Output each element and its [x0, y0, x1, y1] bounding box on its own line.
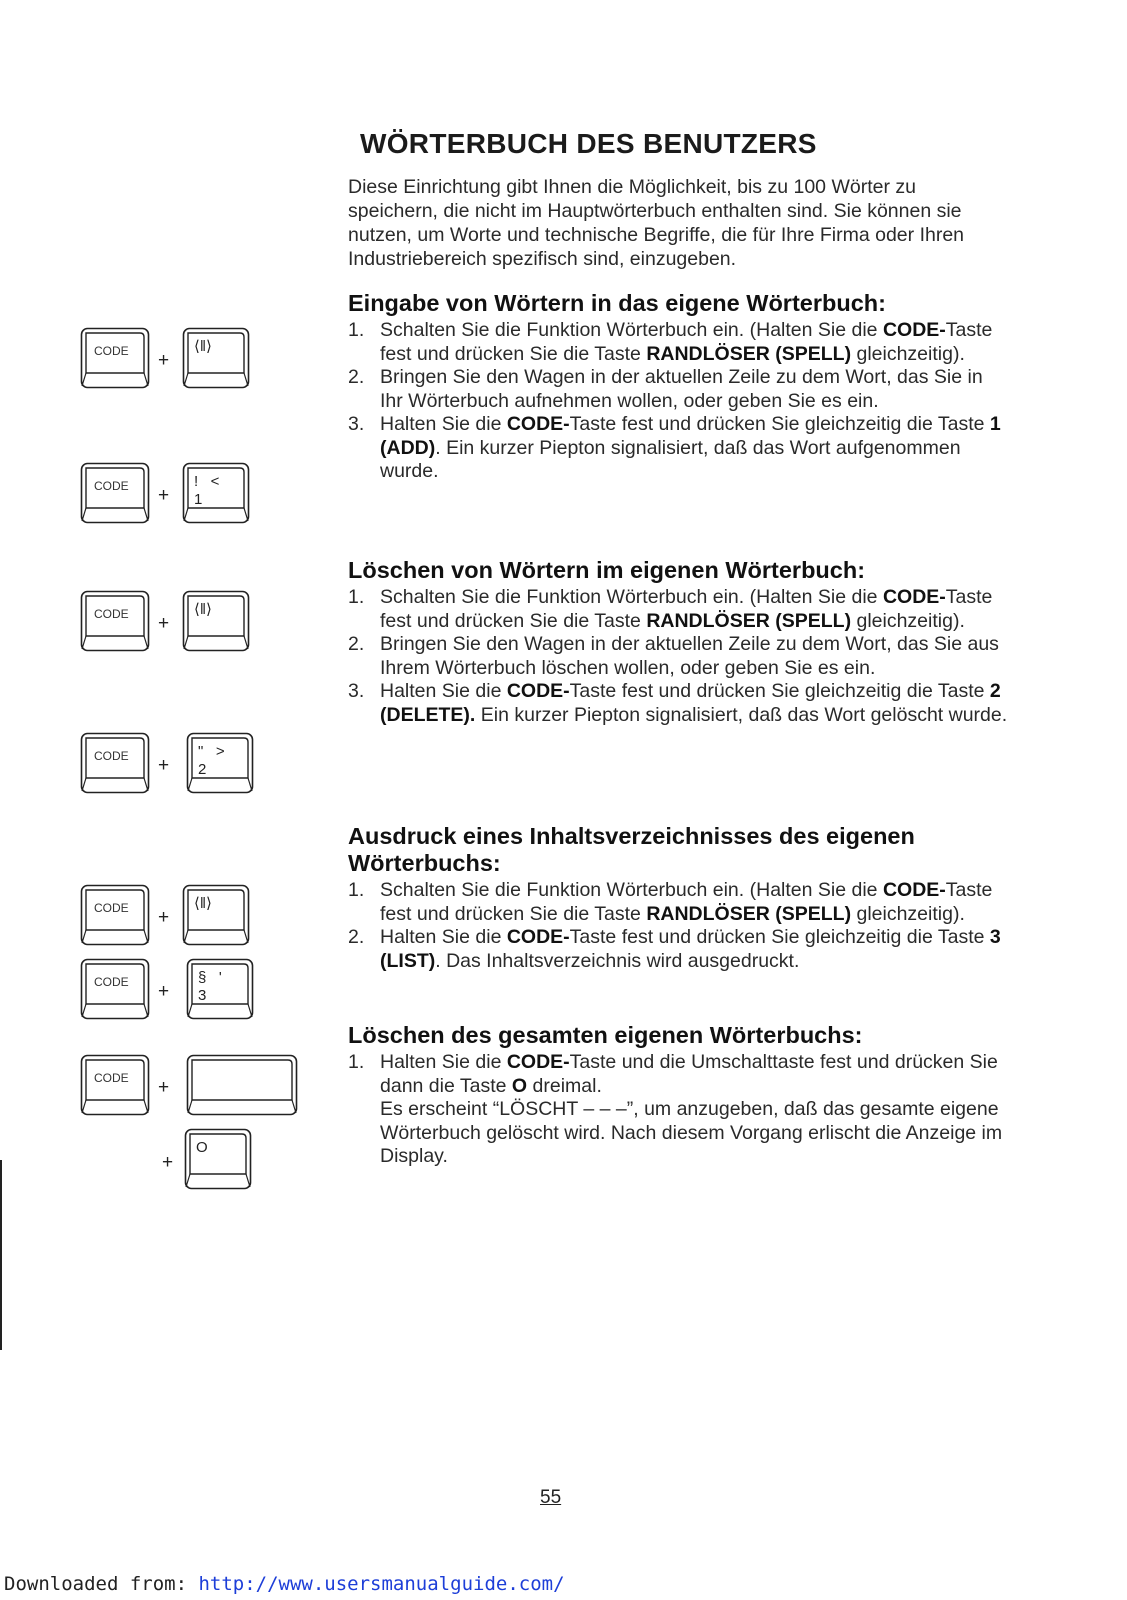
plus-sign: +: [158, 1077, 170, 1098]
svg-text:CODE: CODE: [94, 344, 129, 358]
svg-text:⟨‖⟩: ⟨‖⟩: [194, 338, 212, 355]
svg-text:1: 1: [194, 491, 203, 508]
plus-sign: +: [158, 613, 170, 634]
svg-text:3: 3: [198, 987, 207, 1004]
key-3-icon: [186, 958, 254, 1020]
margin-mark: [0, 1160, 2, 1350]
section-heading: Löschen des gesamten eigenen Wörterbuchs:: [348, 1022, 863, 1048]
code-key-icon: [80, 884, 150, 946]
shift-key-icon: [186, 1054, 298, 1116]
svg-text:⟨‖⟩: ⟨‖⟩: [194, 895, 212, 912]
plus-sign: +: [162, 1152, 174, 1173]
svg-text:CODE: CODE: [94, 749, 129, 763]
plus-sign: +: [158, 485, 170, 506]
svg-text:! <: ! <: [194, 473, 220, 490]
margin-release-key-icon: [182, 327, 250, 389]
list-item: 1. Schalten Sie die Funktion Wörterbuch ein. (Halten Sie die CODE-Taste fest und drücken Sie die Taste RANDLÖSER (SPELL) gleichzeitig).: [348, 319, 993, 365]
footer-download-note: Downloaded from: http://www.usersmanualguide.com/: [4, 1573, 565, 1595]
list-item: 2. Halten Sie die CODE-Taste fest und drücken Sie gleichzeitig die Taste 3 (LIST). Das Inhaltsverzeichnis wird ausgedruckt.: [348, 926, 1001, 972]
list-item: 2. Bringen Sie den Wagen in der aktuellen Zeile zu dem Wort, das Sie in Ihr Wörterbuch aufnehmen wollen, oder geben Sie es ein.: [348, 366, 983, 412]
list-item: 1. Schalten Sie die Funktion Wörterbuch ein. (Halten Sie die CODE-Taste fest und drücken Sie die Taste RANDLÖSER (SPELL) gleichzeitig).: [348, 586, 993, 632]
step-list: [348, 319, 1008, 484]
margin-release-key-icon: [182, 590, 250, 652]
section-add-words: [348, 290, 1008, 484]
step-list: [348, 1051, 1008, 1169]
code-key-icon: [80, 590, 150, 652]
code-key-icon: [80, 327, 150, 389]
section-delete-words: [348, 557, 1008, 727]
list-item: 1. Schalten Sie die Funktion Wörterbuch ein. (Halten Sie die CODE-Taste fest und drücken Sie die Taste RANDLÖSER (SPELL) gleichzeitig).: [348, 879, 993, 925]
svg-text:" >: " >: [198, 743, 225, 760]
list-item: 1. Halten Sie die CODE-Taste und die Umschalttaste fest und drücken Sie dann die Taste O dreimal. Es erscheint “LÖSCHT – – –”, um anzugeben, daß das gesamte eigene Wörterbuch gelöscht wird. Nach diesem Vorgang erlischt die Anzeige im Display.: [348, 1051, 1003, 1167]
step-list: [348, 586, 1008, 727]
svg-text:CODE: CODE: [94, 975, 129, 989]
svg-text:CODE: CODE: [94, 1071, 129, 1085]
svg-text:CODE: CODE: [94, 479, 129, 493]
plus-sign: +: [158, 907, 170, 928]
margin-release-key-icon: [182, 884, 250, 946]
key-2-icon: [186, 732, 254, 794]
footer-link[interactable]: http://www.usersmanualguide.com/: [198, 1573, 565, 1595]
section-heading: Löschen von Wörtern im eigenen Wörterbuch:: [348, 557, 866, 583]
key-1-icon: [182, 462, 250, 524]
code-key-icon: [80, 462, 150, 524]
page-number: 55: [540, 1487, 562, 1508]
svg-text:2: 2: [198, 761, 207, 778]
list-item: 2. Bringen Sie den Wagen in der aktuellen Zeile zu dem Wort, das Sie aus Ihrem Wörterbuch löschen wollen, oder geben Sie es ein.: [348, 633, 999, 679]
svg-text:§ ': § ': [198, 969, 222, 986]
code-key-icon: [80, 958, 150, 1020]
plus-sign: +: [158, 350, 170, 371]
svg-text:CODE: CODE: [94, 607, 129, 621]
svg-text:CODE: CODE: [94, 901, 129, 915]
intro-paragraph: Diese Einrichtung gibt Ihnen die Möglichkeit, bis zu 100 Wörter zu speichern, die nicht im Hauptwörterbuch enthalten sind. Sie können sie nutzen, um Worte und technische Begriffe, die für Ihre Firma oder Ihren Industriebereich spezifisch sind, einzugeben.: [348, 176, 965, 270]
plus-sign: +: [158, 755, 170, 776]
svg-text:⟨‖⟩: ⟨‖⟩: [194, 601, 212, 618]
code-key-icon: [80, 1054, 150, 1116]
page-title: WÖRTERBUCH DES BENUTZERS: [360, 128, 817, 159]
section-heading: Ausdruck eines Inhaltsverzeichnisses des eigenen Wörterbuchs:: [348, 823, 915, 876]
list-item: 3. Halten Sie die CODE-Taste fest und drücken Sie gleichzeitig die Taste 2 (DELETE). Ein kurzer Piepton signalisiert, daß das Wort gelöscht wurde.: [348, 680, 1008, 726]
list-item: 3. Halten Sie die CODE-Taste fest und drücken Sie gleichzeitig die Taste 1 (ADD). Ein kurzer Piepton signalisiert, daß das Wort aufgenommen wurde.: [348, 413, 1001, 482]
section-print-list: [348, 823, 1008, 973]
section-delete-all: [348, 1022, 1008, 1169]
key-o-icon: [184, 1128, 252, 1190]
section-heading: Eingabe von Wörtern in das eigene Wörterbuch:: [348, 290, 886, 316]
step-list: [348, 879, 1008, 973]
code-key-icon: [80, 732, 150, 794]
svg-text:O: O: [196, 1139, 208, 1156]
plus-sign: +: [158, 981, 170, 1002]
